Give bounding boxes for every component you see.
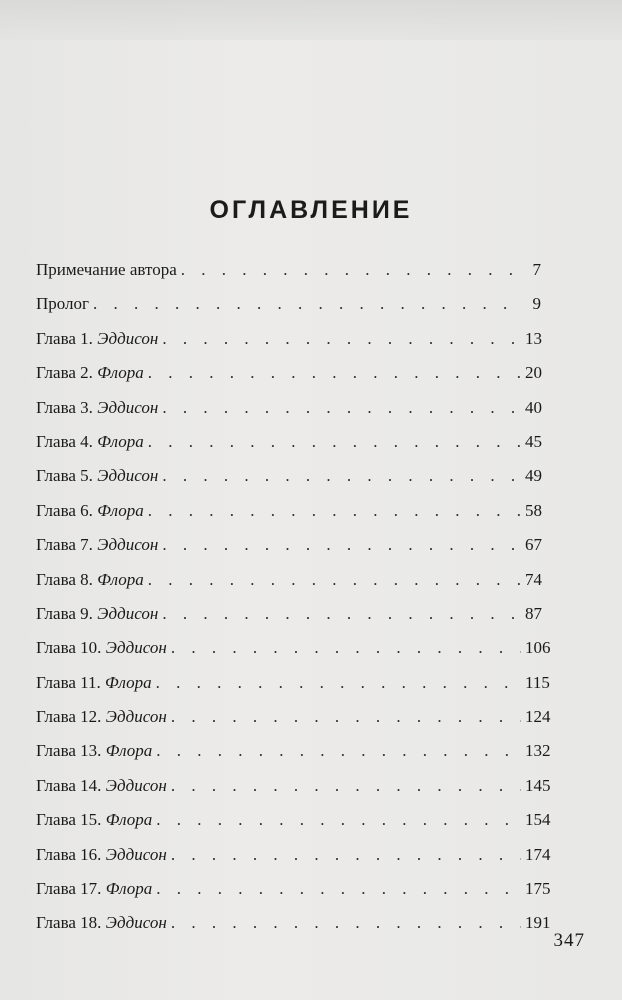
dot-leader bbox=[162, 459, 521, 493]
dot-leader bbox=[162, 322, 521, 356]
dot-leader bbox=[93, 287, 521, 321]
toc-entry bbox=[36, 425, 541, 459]
toc-entry-name: Эддисон bbox=[105, 775, 167, 795]
dot-leader bbox=[148, 356, 521, 390]
toc-entry-label bbox=[36, 563, 148, 597]
toc-entry-page: 115 bbox=[525, 672, 550, 692]
dot-leader bbox=[171, 769, 521, 803]
toc-entry bbox=[36, 494, 541, 528]
dot-leader bbox=[148, 425, 521, 459]
toc-entry-page: 175 bbox=[525, 879, 551, 899]
toc-entry-prefix: Глава 1. bbox=[36, 328, 98, 348]
toc-entry bbox=[36, 734, 551, 768]
toc-entry bbox=[36, 287, 541, 321]
toc-entry-name: Флора bbox=[105, 810, 153, 830]
toc-entry-prefix: Глава 12. bbox=[36, 707, 106, 727]
dot-leader bbox=[148, 563, 521, 597]
toc-entry-prefix: Глава 7. bbox=[36, 535, 98, 555]
toc-entry bbox=[36, 838, 551, 872]
toc-entry bbox=[36, 666, 550, 700]
toc-entry-page: 191 bbox=[525, 913, 551, 933]
toc-entry-prefix: Глава 8. bbox=[36, 569, 98, 589]
toc-entry bbox=[36, 631, 551, 665]
dot-leader bbox=[171, 838, 521, 872]
toc-entry-page: 145 bbox=[525, 775, 551, 795]
toc-entry bbox=[36, 872, 551, 906]
toc-entry-prefix: Глава 10. bbox=[36, 638, 106, 658]
toc-entry-label bbox=[36, 906, 171, 940]
toc-entry-prefix: Глава 16. bbox=[36, 844, 106, 864]
toc-entry bbox=[36, 356, 541, 390]
dot-leader bbox=[181, 253, 521, 287]
toc-entry-name: Флора bbox=[105, 672, 152, 692]
toc-entry-label bbox=[36, 803, 156, 837]
toc-entry-name: Эддисон bbox=[105, 844, 167, 864]
toc-entry-name: Эддисон bbox=[105, 707, 167, 727]
toc-entry-label bbox=[36, 459, 162, 493]
toc-entry bbox=[36, 253, 541, 287]
toc-entry-page: 20 bbox=[525, 363, 542, 383]
toc-entry bbox=[36, 563, 541, 597]
toc-entry-page: 13 bbox=[525, 328, 542, 348]
dot-leader bbox=[156, 872, 521, 906]
toc-entry bbox=[36, 700, 551, 734]
bleed-through-area bbox=[0, 0, 622, 40]
table-of-contents bbox=[36, 253, 551, 941]
toc-entry-label bbox=[36, 287, 93, 321]
toc-entry-label bbox=[36, 356, 148, 390]
toc-entry-label bbox=[36, 391, 162, 425]
toc-entry-page: 87 bbox=[525, 603, 542, 623]
toc-entry-label bbox=[36, 528, 162, 562]
toc-entry-name: Эддисон bbox=[105, 638, 167, 658]
toc-entry-name: Эддисон bbox=[105, 913, 167, 933]
toc-entry-label bbox=[36, 666, 156, 700]
toc-entry-name: Эддисон bbox=[97, 397, 159, 417]
toc-entry-name: Флора bbox=[105, 741, 153, 761]
toc-entry-label bbox=[36, 734, 156, 768]
toc-entry-label bbox=[36, 494, 148, 528]
toc-entry-prefix: Глава 4. bbox=[36, 431, 98, 451]
dot-leader bbox=[156, 803, 521, 837]
dot-leader bbox=[171, 700, 521, 734]
toc-entry-prefix: Пролог bbox=[36, 294, 90, 314]
page-number: 347 bbox=[553, 930, 585, 951]
toc-entry-prefix: Глава 3. bbox=[36, 397, 98, 417]
toc-entry-name: Эддисон bbox=[97, 466, 159, 486]
toc-entry-name: Флора bbox=[105, 879, 153, 899]
toc-entry-page: 45 bbox=[525, 431, 542, 451]
toc-entry-page: 7 bbox=[532, 260, 541, 279]
dot-leader bbox=[162, 391, 521, 425]
toc-entry-page: 106 bbox=[525, 638, 551, 658]
toc-entry-label bbox=[36, 253, 181, 287]
dot-leader bbox=[162, 597, 521, 631]
toc-entry bbox=[36, 528, 541, 562]
toc-entry-page: 40 bbox=[525, 397, 542, 417]
toc-entry-page: 67 bbox=[525, 535, 542, 555]
toc-entry-name: Эддисон bbox=[97, 328, 159, 348]
toc-entry-page: 124 bbox=[525, 707, 551, 727]
toc-entry-label bbox=[36, 425, 148, 459]
toc-entry-prefix: Примечание автора bbox=[36, 260, 177, 279]
dot-leader bbox=[162, 528, 521, 562]
toc-entry-name: Эддисон bbox=[97, 603, 159, 623]
toc-entry-name: Флора bbox=[97, 363, 144, 383]
toc-entry-prefix: Глава 2. bbox=[36, 363, 98, 383]
toc-entry-label bbox=[36, 769, 171, 803]
toc-entry-label bbox=[36, 597, 162, 631]
dot-leader bbox=[171, 631, 521, 665]
dot-leader bbox=[148, 494, 521, 528]
toc-entry-name: Эддисон bbox=[97, 535, 159, 555]
toc-entry-label bbox=[36, 838, 171, 872]
toc-entry-label bbox=[36, 700, 171, 734]
dot-leader bbox=[156, 666, 521, 700]
toc-entry-prefix: Глава 18. bbox=[36, 913, 106, 933]
toc-entry-page: 49 bbox=[525, 466, 542, 486]
toc-entry-page: 154 bbox=[525, 810, 551, 830]
toc-entry-page: 74 bbox=[525, 569, 542, 589]
toc-entry-prefix: Глава 5. bbox=[36, 466, 98, 486]
toc-entry bbox=[36, 906, 551, 940]
toc-entry-label bbox=[36, 631, 171, 665]
dot-leader bbox=[156, 734, 521, 768]
toc-entry bbox=[36, 597, 541, 631]
toc-entry-name: Флора bbox=[97, 431, 144, 451]
toc-entry-prefix: Глава 6. bbox=[36, 500, 98, 520]
toc-entry-name: Флора bbox=[97, 569, 144, 589]
toc-entry-page: 174 bbox=[525, 844, 551, 864]
toc-entry-page: 132 bbox=[525, 741, 551, 761]
toc-entry-name: Флора bbox=[97, 500, 144, 520]
toc-entry-label bbox=[36, 872, 156, 906]
toc-entry bbox=[36, 322, 541, 356]
toc-entry bbox=[36, 769, 551, 803]
toc-entry-prefix: Глава 15. bbox=[36, 810, 106, 830]
toc-entry-prefix: Глава 11. bbox=[36, 672, 106, 692]
toc-entry-page: 9 bbox=[532, 294, 541, 314]
toc-entry bbox=[36, 391, 541, 425]
contents-heading: ОГЛАВЛЕНИЕ bbox=[209, 196, 413, 224]
dot-leader bbox=[171, 906, 521, 940]
toc-entry-prefix: Глава 9. bbox=[36, 603, 98, 623]
toc-entry bbox=[36, 459, 541, 493]
toc-entry-prefix: Глава 14. bbox=[36, 775, 106, 795]
toc-entry-label bbox=[36, 322, 162, 356]
toc-entry bbox=[36, 803, 551, 837]
toc-entry-prefix: Глава 17. bbox=[36, 879, 106, 899]
toc-entry-prefix: Глава 13. bbox=[36, 741, 106, 761]
toc-entry-page: 58 bbox=[525, 500, 542, 520]
